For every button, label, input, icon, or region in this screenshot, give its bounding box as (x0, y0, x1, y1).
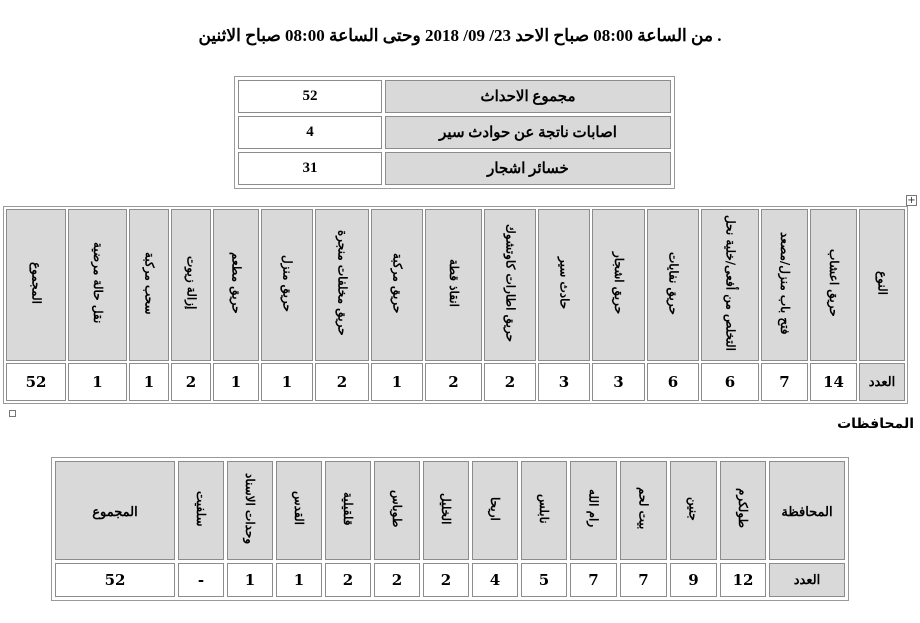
event-count: 2 (171, 363, 211, 401)
event-count: 6 (701, 363, 759, 401)
event-type-header (425, 209, 482, 361)
summary-value: 52 (238, 80, 382, 113)
summary-row (238, 116, 671, 149)
event-type-label: حادث سير (557, 256, 572, 310)
summary-row (238, 80, 671, 113)
event-type-label: حريق منزل (280, 254, 295, 312)
governorate-count: 2 (325, 563, 371, 597)
event-type-header (171, 209, 211, 361)
governorate-label: طوباس (390, 489, 404, 528)
events-by-type-table (3, 206, 908, 404)
event-type-header (315, 209, 369, 361)
governorate-label: جنين (686, 496, 701, 521)
event-type-header (538, 209, 590, 361)
summary-value: 4 (238, 116, 382, 149)
summary-label: خسائر اشجار (385, 152, 671, 185)
event-count: 1 (371, 363, 423, 401)
events-header-row (6, 209, 905, 361)
event-count: 6 (647, 363, 699, 401)
governorate-label: طولكرم (736, 488, 750, 529)
governorate-label: سلفيت (194, 490, 208, 527)
governorates-header-row (55, 461, 845, 560)
event-type-label: حريق اعشاب (827, 249, 841, 317)
governorate-label: الخليل (439, 492, 453, 525)
table-resize-handle[interactable] (9, 410, 16, 417)
governorate-count: 4 (472, 563, 518, 597)
summary-table (234, 76, 675, 189)
event-count: 1 (261, 363, 313, 401)
governorate-header (570, 461, 617, 560)
event-count: 2 (425, 363, 482, 401)
event-type-label: سحب مركبة (142, 251, 157, 315)
summary-label: مجموع الاحداث (385, 80, 671, 113)
governorate-count: - (178, 563, 224, 597)
event-type-header (761, 209, 808, 361)
governorate-label: القدس (292, 491, 306, 526)
summary-row (238, 152, 671, 185)
event-count: 1 (68, 363, 127, 401)
governorate-row-header (769, 461, 845, 560)
governorate-count: 2 (423, 563, 469, 597)
event-type-header (592, 209, 645, 361)
event-type-header (129, 209, 169, 361)
governorate-count: 7 (620, 563, 667, 597)
events-count-row (6, 363, 905, 401)
event-type-header (213, 209, 259, 361)
event-count: 1 (213, 363, 259, 401)
governorate-header (620, 461, 667, 560)
governorate-header (178, 461, 224, 560)
governorate-total-label: المجموع (92, 505, 138, 520)
event-type-header (484, 209, 536, 361)
governorate-total-header (55, 461, 175, 560)
governorate-count: 5 (521, 563, 567, 597)
governorate-header (472, 461, 518, 560)
event-type-label: فتح باب منزل/مصعد (778, 231, 792, 335)
governorate-header (276, 461, 322, 560)
governorate-label: رام الله (586, 489, 601, 528)
governorate-count: 12 (720, 563, 766, 597)
event-count: 7 (761, 363, 808, 401)
event-type-label: نقل حالة مرضية (91, 242, 105, 324)
governorates-count-row (55, 563, 845, 597)
event-type-header (6, 209, 66, 361)
event-count: 2 (315, 363, 369, 401)
event-count: 3 (592, 363, 645, 401)
governorate-header (374, 461, 420, 560)
governorate-label: اريحا (488, 496, 502, 521)
governorate-header (423, 461, 469, 560)
events-by-governorate-table (51, 457, 849, 601)
governorate-count-label: العدد (769, 563, 845, 597)
governorate-label: نابلس (537, 493, 551, 524)
event-type-label: حريق نفايات (666, 251, 681, 315)
event-type-label: انقاذ قطة (447, 259, 461, 307)
event-type-label: حريق اطارات كاوتشوك (503, 223, 518, 342)
event-type-label: التخلص من أفعى/خلية نحل (723, 215, 738, 351)
summary-label: اصابات ناتجة عن حوادث سير (385, 116, 671, 149)
event-count: 14 (810, 363, 857, 401)
governorate-count: 7 (570, 563, 617, 597)
governorate-header (670, 461, 717, 560)
event-type-header (701, 209, 759, 361)
event-count: 3 (538, 363, 590, 401)
event-type-label: حريق مخلفات منجرة (335, 230, 350, 336)
governorate-count: 9 (670, 563, 717, 597)
event-type-header (810, 209, 857, 361)
table-move-handle-icon[interactable]: + (907, 195, 916, 206)
event-type-header (647, 209, 699, 361)
event-type-label: حريق اشجار (612, 251, 626, 315)
event-type-header (261, 209, 313, 361)
event-count: 1 (129, 363, 169, 401)
governorate-header (720, 461, 766, 560)
event-type-label: إزالة زيوت (184, 256, 199, 310)
event-count: 2 (484, 363, 536, 401)
governorate-header (227, 461, 273, 560)
governorate-count: 2 (374, 563, 420, 597)
governorate-header (325, 461, 371, 560)
governorates-section-title: المحافظات (837, 416, 914, 432)
events-total: 52 (6, 363, 66, 401)
summary-value: 31 (238, 152, 382, 185)
event-type-label: حريق مركبة (390, 252, 405, 314)
events-count-label: العدد (859, 363, 905, 401)
event-type-header (68, 209, 127, 361)
governorate-header (521, 461, 567, 560)
governorate-label: بيت لحم (636, 487, 651, 530)
governorate-label: وحدات الاسناد (243, 472, 257, 545)
governorate-label: قلقيلية (341, 491, 355, 526)
governorate-count: 1 (227, 563, 273, 597)
events-row-header (859, 209, 905, 361)
governorate-row-header-label: المحافظة (781, 505, 833, 520)
governorate-count: 1 (276, 563, 322, 597)
governorate-total: 52 (55, 563, 175, 597)
event-type-header (371, 209, 423, 361)
event-type-label: حريق مطعم (229, 252, 244, 314)
event-type-label: المجموع (29, 262, 44, 304)
events-row-header-label: النوع (875, 271, 890, 295)
report-period-text: من الساعة 08:00 صباح الاحد 23/ 09/ 2018 وحتى الساعة 08:00 صباح الاثنين . (198, 26, 722, 45)
